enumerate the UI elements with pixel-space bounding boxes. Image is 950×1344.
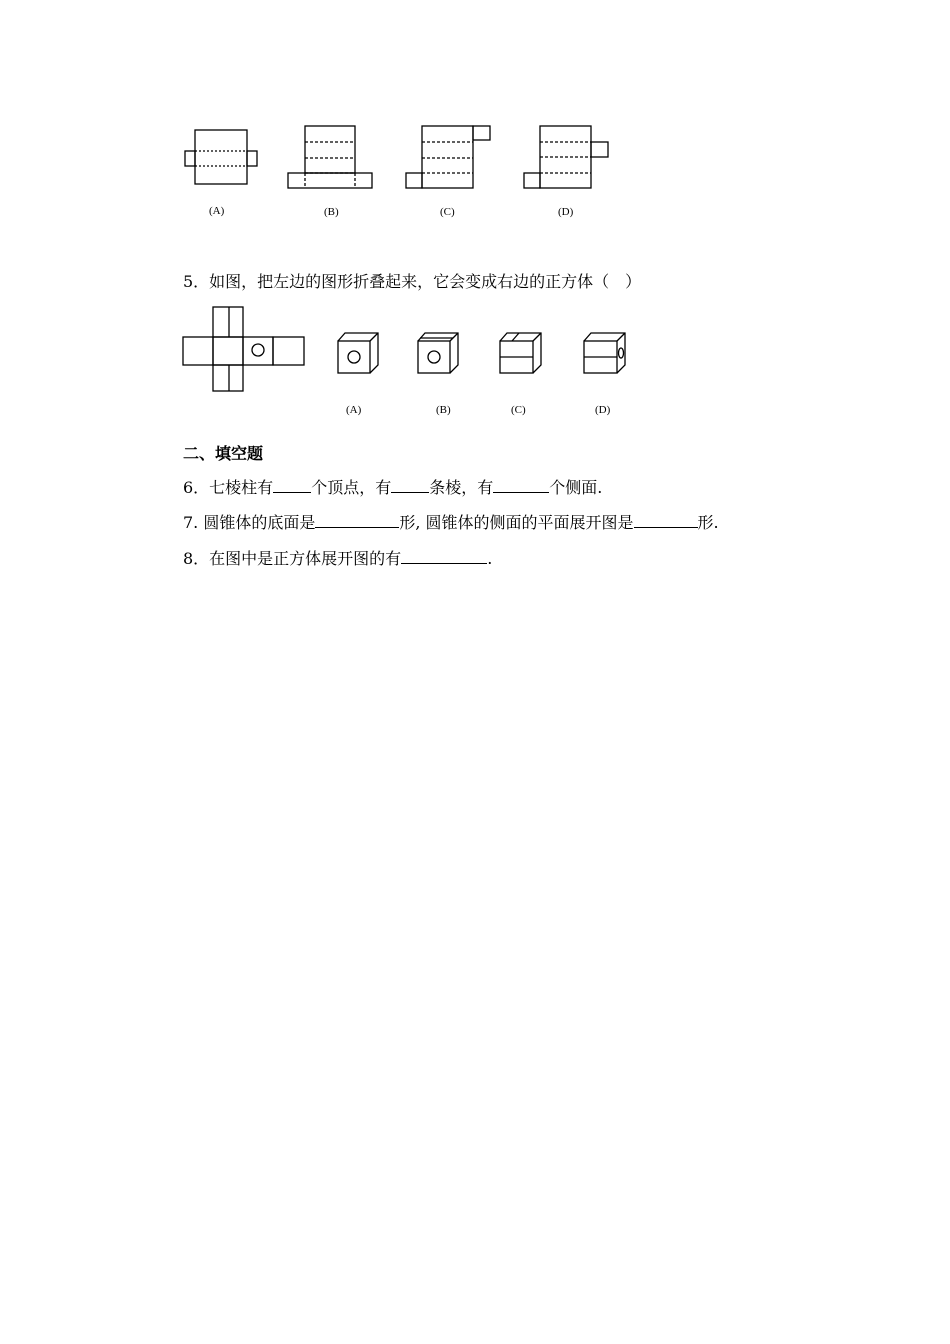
question-8 <box>183 549 492 569</box>
question-6-text-1: 6．七棱柱有 <box>183 478 274 497</box>
question-5-text: 5．如图，把左边的图形折叠起来，它会变成右边的正方体（ ） <box>183 272 642 291</box>
cross-net-figure <box>183 307 304 391</box>
question-7-blank-lateral-shape[interactable] <box>634 513 698 528</box>
section-2-heading: 二、填空题 <box>183 444 264 463</box>
question-8-blank-answer[interactable] <box>401 549 487 564</box>
cube-option-label-d: (D) <box>595 404 611 416</box>
cube-option-d-figure <box>584 333 625 373</box>
cube-option-label-a: (A) <box>346 404 362 416</box>
question-7-blank-base-shape[interactable] <box>315 513 399 528</box>
question-7-text-1: 7. 圆锥体的底面是 <box>183 513 316 532</box>
cube-option-b-figure <box>418 333 458 373</box>
net-option-label-b: (B) <box>324 206 339 218</box>
cube-option-a-figure <box>338 333 378 373</box>
cube-option-label-b: (B) <box>436 404 451 416</box>
net-option-label-a: (A) <box>209 205 225 217</box>
question-6-blank-vertices[interactable] <box>273 478 311 493</box>
question-7-text-3: 形. <box>697 513 719 532</box>
question-6-blank-faces[interactable] <box>493 478 549 493</box>
question-7 <box>183 513 719 533</box>
question-8-text-1: 8．在图中是正方体展开图的有 <box>183 549 402 568</box>
question-6-text-3: 条棱，有 <box>429 478 494 497</box>
cube-fold-figure <box>0 0 950 430</box>
question-6-blank-edges[interactable] <box>391 478 429 493</box>
question-6-text-4: 个侧面. <box>549 478 603 497</box>
net-option-label-d: (D) <box>558 206 574 218</box>
cube-option-label-c: (C) <box>511 404 526 416</box>
question-6 <box>183 478 602 498</box>
cube-option-c-figure <box>500 333 541 373</box>
question-6-text-2: 个顶点，有 <box>311 478 392 497</box>
question-8-text-2: . <box>487 549 493 568</box>
question-7-text-2: 形, 圆锥体的侧面的平面展开图是 <box>399 513 634 532</box>
net-option-label-c: (C) <box>440 206 455 218</box>
